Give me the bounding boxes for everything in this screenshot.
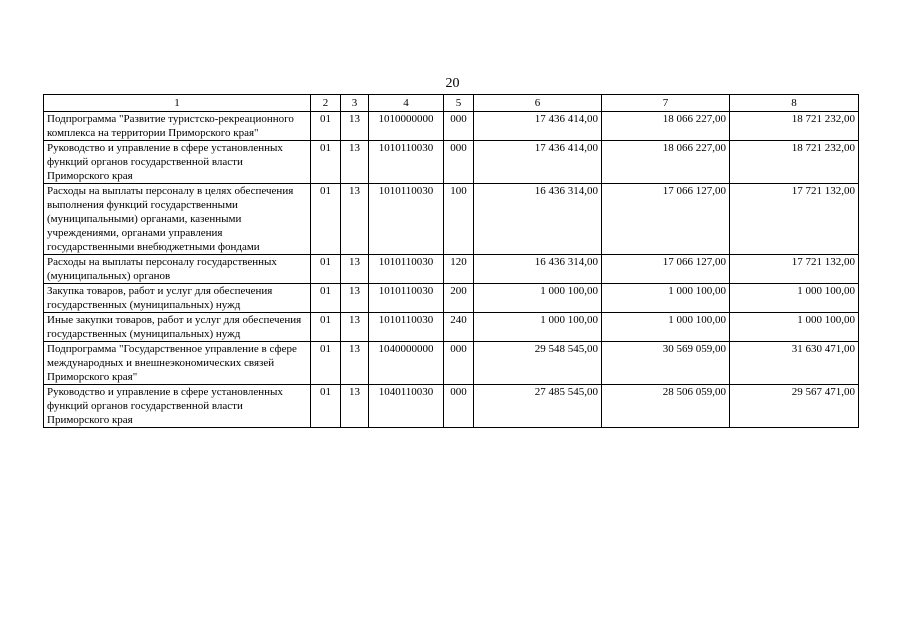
amount-col8: 17 721 132,00	[730, 255, 859, 284]
expense-type-code: 200	[444, 284, 474, 313]
table-row	[44, 313, 859, 342]
target-article-code: 1010110030	[369, 284, 444, 313]
subsection-code: 13	[341, 141, 369, 184]
row-name: Иные закупки товаров, работ и услуг для обеспечения государственных (муниципальных) нужд	[44, 313, 311, 342]
amount-col7: 30 569 059,00	[602, 342, 730, 385]
amount-col7: 18 066 227,00	[602, 112, 730, 141]
target-article-code: 1010000000	[369, 112, 444, 141]
amount-col8: 29 567 471,00	[730, 385, 859, 428]
amount-col7: 28 506 059,00	[602, 385, 730, 428]
amount-col7: 18 066 227,00	[602, 141, 730, 184]
subsection-code: 13	[341, 342, 369, 385]
expense-type-code: 100	[444, 184, 474, 255]
amount-col8: 18 721 232,00	[730, 141, 859, 184]
target-article-code: 1010110030	[369, 313, 444, 342]
target-article-code: 1040110030	[369, 385, 444, 428]
target-article-code: 1040000000	[369, 342, 444, 385]
amount-col6: 27 485 545,00	[474, 385, 602, 428]
section-code: 01	[311, 112, 341, 141]
amount-col6: 29 548 545,00	[474, 342, 602, 385]
table-row	[44, 141, 859, 184]
expense-type-code: 120	[444, 255, 474, 284]
column-header: 4	[369, 95, 444, 112]
section-code: 01	[311, 184, 341, 255]
amount-col6: 17 436 414,00	[474, 141, 602, 184]
amount-col8: 18 721 232,00	[730, 112, 859, 141]
amount-col7: 1 000 100,00	[602, 313, 730, 342]
table-header-row	[44, 95, 859, 112]
column-header: 3	[341, 95, 369, 112]
subsection-code: 13	[341, 284, 369, 313]
budget-table	[43, 94, 859, 428]
column-header: 8	[730, 95, 859, 112]
section-code: 01	[311, 313, 341, 342]
amount-col7: 1 000 100,00	[602, 284, 730, 313]
section-code: 01	[311, 342, 341, 385]
subsection-code: 13	[341, 385, 369, 428]
table-row	[44, 385, 859, 428]
amount-col6: 16 436 314,00	[474, 184, 602, 255]
column-header: 6	[474, 95, 602, 112]
table-row	[44, 184, 859, 255]
target-article-code: 1010110030	[369, 255, 444, 284]
table-row	[44, 284, 859, 313]
page-number: 20	[445, 76, 460, 91]
subsection-code: 13	[341, 313, 369, 342]
section-code: 01	[311, 385, 341, 428]
amount-col8: 1 000 100,00	[730, 284, 859, 313]
subsection-code: 13	[341, 255, 369, 284]
target-article-code: 1010110030	[369, 141, 444, 184]
amount-col7: 17 066 127,00	[602, 184, 730, 255]
table-row	[44, 255, 859, 284]
column-header: 5	[444, 95, 474, 112]
row-name: Подпрограмма "Развитие туристско-рекреационного комплекса на территории Приморского края"	[44, 112, 311, 141]
row-name: Закупка товаров, работ и услуг для обеспечения государственных (муниципальных) нужд	[44, 284, 311, 313]
amount-col8: 31 630 471,00	[730, 342, 859, 385]
expense-type-code: 000	[444, 342, 474, 385]
amount-col6: 17 436 414,00	[474, 112, 602, 141]
table-row	[44, 342, 859, 385]
amount-col8: 17 721 132,00	[730, 184, 859, 255]
expense-type-code: 240	[444, 313, 474, 342]
amount-col6: 1 000 100,00	[474, 313, 602, 342]
row-name: Руководство и управление в сфере установленных функций органов государственной власти Приморского края	[44, 385, 311, 428]
expense-type-code: 000	[444, 112, 474, 141]
subsection-code: 13	[341, 184, 369, 255]
amount-col6: 1 000 100,00	[474, 284, 602, 313]
column-header: 2	[311, 95, 341, 112]
column-header: 1	[44, 95, 311, 112]
target-article-code: 1010110030	[369, 184, 444, 255]
amount-col6: 16 436 314,00	[474, 255, 602, 284]
section-code: 01	[311, 284, 341, 313]
amount-col7: 17 066 127,00	[602, 255, 730, 284]
column-header: 7	[602, 95, 730, 112]
row-name: Расходы на выплаты персоналу государственных (муниципальных) органов	[44, 255, 311, 284]
expense-type-code: 000	[444, 141, 474, 184]
section-code: 01	[311, 255, 341, 284]
table-row	[44, 112, 859, 141]
expense-type-code: 000	[444, 385, 474, 428]
subsection-code: 13	[341, 112, 369, 141]
amount-col8: 1 000 100,00	[730, 313, 859, 342]
row-name: Руководство и управление в сфере установленных функций органов государственной власти Приморского края	[44, 141, 311, 184]
section-code: 01	[311, 141, 341, 184]
row-name: Подпрограмма "Государственное управление в сфере международных и внешнеэкономических связей Приморского края"	[44, 342, 311, 385]
row-name: Расходы на выплаты персоналу в целях обеспечения выполнения функций государственными (муниципальными) органами, казенными учреждениями, органами управления государственными внебюджетными фондами	[44, 184, 311, 255]
